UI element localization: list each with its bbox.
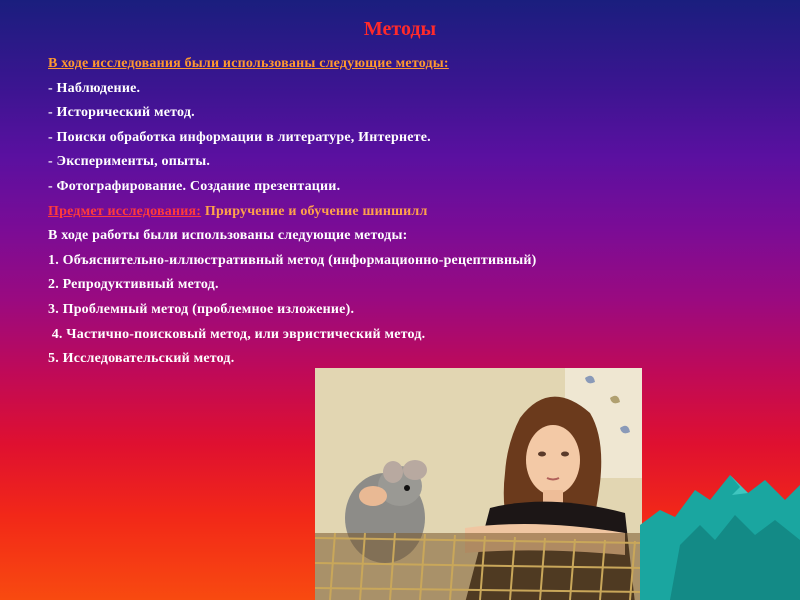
slide-title: Методы <box>363 18 437 40</box>
research-subject-label: Предмет исследования: <box>48 203 202 219</box>
method-item: - Эксперименты, опыты. <box>48 154 211 170</box>
research-subject-text: Приручение и обучение шиншилл <box>201 203 428 219</box>
method-item: - Поиски обработка информации в литературе, Интернете. <box>48 129 431 145</box>
slide-body <box>48 52 748 372</box>
method-item: - Наблюдение. <box>48 80 141 96</box>
method-item: - Фотографирование. Создание презентации. <box>48 178 341 194</box>
mountain-decoration <box>640 455 800 600</box>
work-method-item: 1. Объяснительно-иллюстративный метод (информационно-рецептивный) <box>48 252 537 268</box>
work-method-item: 4. Частично-поисковый метод, или эвристический метод. <box>48 326 426 342</box>
photo-illustration <box>315 368 642 600</box>
work-method-item: 5. Исследовательский метод. <box>48 351 235 367</box>
work-methods-intro: В ходе работы были использованы следующие методы: <box>48 228 408 244</box>
research-subject <box>48 200 748 225</box>
girl-with-chinchilla-photo <box>315 368 642 600</box>
work-method-item: 2. Репродуктивный метод. <box>48 277 219 293</box>
methods-intro-text: В ходе исследования были использованы следующие методы: <box>48 56 449 71</box>
method-item: - Исторический метод. <box>48 105 195 121</box>
work-method-item: 3. Проблемный метод (проблемное изложение). <box>48 301 355 317</box>
methods-intro <box>48 52 748 77</box>
